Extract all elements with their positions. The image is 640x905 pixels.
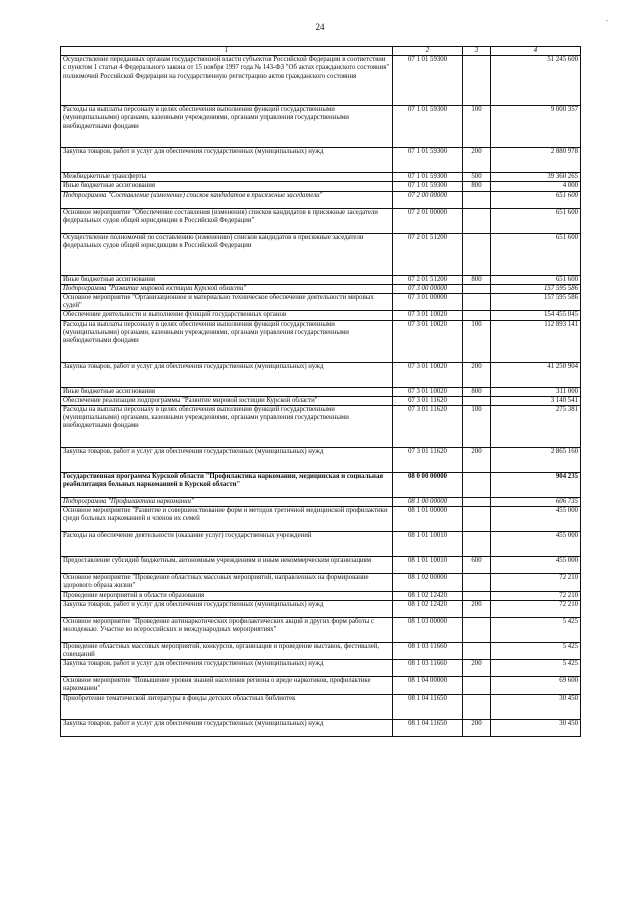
row-expense-type-cell — [463, 677, 491, 694]
table-row — [61, 182, 581, 191]
row-expense-type-cell — [463, 396, 491, 405]
row-name-cell: Расходы на выплаты персоналу в целях обеспечения выполнения функций государственными (муниципальными) органами, казенными учреждениями, органами управления государственными внебюджетными фондами — [61, 106, 393, 148]
table-body — [61, 56, 581, 736]
table-row — [61, 311, 581, 320]
row-name-cell: Основное мероприятие "Обеспечение составления (изменения) списков кандидатов в присяжные заседатели федеральных судов общей юрисдикции в Российской Федерации" — [61, 208, 393, 233]
row-sum-cell: 30 450 — [491, 694, 581, 719]
table-row — [61, 208, 581, 233]
table-row — [61, 498, 581, 507]
row-expense-type-cell — [463, 294, 491, 311]
row-sum-cell: 41 250 904 — [491, 362, 581, 387]
row-name-cell: Закупка товаров, работ и услуг для обеспечения государственных (муниципальных) нужд — [61, 660, 393, 677]
row-name-cell: Подпрограмма "Составление (изменение) списков кандидатов в присяжные заседатели" — [61, 191, 393, 208]
table-row — [61, 507, 581, 532]
header-col-3: 3 — [463, 47, 491, 56]
row-sum-cell: 606 735 — [491, 498, 581, 507]
row-expense-type-cell: 800 — [463, 387, 491, 396]
table-row — [61, 387, 581, 396]
row-name-cell: Приобретение тематической литературы в фонды детских областных библиотек — [61, 694, 393, 719]
row-expense-type-cell: 600 — [463, 557, 491, 574]
row-sum-cell: 5 425 — [491, 660, 581, 677]
row-sum-cell: 51 245 600 — [491, 56, 581, 106]
row-name-cell: Расходы на выплаты персоналу в целях обеспечения выполнения функций государственными (муниципальными) органами, казенными учреждениями, органами управления государственными внебюджетными фондами — [61, 406, 393, 448]
table-row — [61, 284, 581, 293]
row-sum-cell: 4 000 — [491, 182, 581, 191]
row-sum-cell: 3 140 541 — [491, 396, 581, 405]
row-name-cell: Проведение мероприятий в области образования — [61, 591, 393, 600]
row-name-cell: Основное мероприятие "Проведение областных массовых мероприятий, направленных на формирование здорового образа жизни" — [61, 574, 393, 591]
row-code-cell: 07 1 01 59300 — [393, 148, 463, 173]
table-row — [61, 362, 581, 387]
header-col-2: 2 — [393, 47, 463, 56]
row-name-cell: Иные бюджетные ассигнования — [61, 387, 393, 396]
table-row — [61, 148, 581, 173]
row-name-cell: Обеспечение деятельности и выполнение функций государственных органов — [61, 311, 393, 320]
row-expense-type-cell — [463, 591, 491, 600]
budget-table — [60, 46, 581, 737]
row-expense-type-cell — [463, 208, 491, 233]
row-name-cell: Закупка товаров, работ и услуг для обеспечения государственных (муниципальных) нужд — [61, 719, 393, 736]
row-sum-cell: 154 455 045 — [491, 311, 581, 320]
row-expense-type-cell — [463, 56, 491, 106]
row-name-cell: Подпрограмма "Профилактика наркомании" — [61, 498, 393, 507]
row-sum-cell: 72 210 — [491, 600, 581, 617]
row-name-cell: Осуществление переданных органам государственной власти субъектов Российской Федерации в соответствии с пунктом 1 статьи 4 Федерального закона от 15 ноября 1997 года № 143-ФЗ "Об актах гражданского состояния" полномочий Российской Федерации на государственную регистрацию актов гражданского состояния — [61, 56, 393, 106]
row-code-cell: 08 1 02 00000 — [393, 574, 463, 591]
row-expense-type-cell — [463, 642, 491, 659]
table-row — [61, 642, 581, 659]
row-name-cell: Расходы на обеспечение деятельности (оказание услуг) государственных учреждений — [61, 532, 393, 557]
row-sum-cell: 311 000 — [491, 387, 581, 396]
row-name-cell: Закупка товаров, работ и услуг для обеспечения государственных (муниципальных) нужд — [61, 148, 393, 173]
row-code-cell: 07 3 01 11620 — [393, 396, 463, 405]
row-sum-cell: 651 600 — [491, 208, 581, 233]
table-row — [61, 56, 581, 106]
page-number: 24 — [315, 22, 325, 32]
row-code-cell: 07 1 01 59300 — [393, 106, 463, 148]
row-name-cell: Иные бюджетные ассигнования — [61, 182, 393, 191]
row-expense-type-cell: 200 — [463, 148, 491, 173]
row-expense-type-cell: 100 — [463, 106, 491, 148]
row-code-cell: 07 3 01 10020 — [393, 362, 463, 387]
table-row — [61, 473, 581, 498]
row-name-cell: Закупка товаров, работ и услуг для обеспечения государственных (муниципальных) нужд — [61, 600, 393, 617]
row-code-cell: 07 2 01 51200 — [393, 233, 463, 275]
row-expense-type-cell — [463, 233, 491, 275]
table-header — [61, 47, 581, 56]
row-expense-type-cell: 200 — [463, 600, 491, 617]
row-code-cell: 07 3 01 10020 — [393, 387, 463, 396]
row-expense-type-cell — [463, 311, 491, 320]
row-expense-type-cell: 100 — [463, 320, 491, 362]
row-name-cell: Предоставление субсидий бюджетным, автономным учреждениям и иным некоммерческим организациям — [61, 557, 393, 574]
row-expense-type-cell — [463, 498, 491, 507]
row-expense-type-cell — [463, 473, 491, 498]
header-col-1: 1 — [61, 47, 393, 56]
row-name-cell: Расходы на выплаты персоналу в целях обеспечения выполнения функций государственными (муниципальными) органами, казенными учреждениями, органами управления государственными внебюджетными фондами — [61, 320, 393, 362]
row-sum-cell: 30 450 — [491, 719, 581, 736]
row-sum-cell: 39 360 265 — [491, 173, 581, 182]
row-code-cell: 08 1 01 10010 — [393, 557, 463, 574]
row-name-cell: Основное мероприятие "Организационное и материально техническое обеспечение деятельности мировых судей" — [61, 294, 393, 311]
row-code-cell: 08 1 00 00000 — [393, 498, 463, 507]
row-sum-cell: 69 600 — [491, 677, 581, 694]
row-name-cell: Основное мероприятие "Проведение антинаркотических профилактических акций и других форм работы с молодежью. Участие во всероссийских и международных мероприятиях" — [61, 617, 393, 642]
row-name-cell: Закупка товаров, работ и услуг для обеспечения государственных (муниципальных) нужд — [61, 448, 393, 473]
row-expense-type-cell: 100 — [463, 406, 491, 448]
row-code-cell: 07 2 00 00000 — [393, 191, 463, 208]
row-sum-cell: 455 000 — [491, 532, 581, 557]
row-code-cell: 07 2 01 51200 — [393, 275, 463, 284]
row-sum-cell: 157 595 586 — [491, 284, 581, 293]
row-code-cell: 07 3 01 10020 — [393, 320, 463, 362]
row-code-cell: 08 1 04 11650 — [393, 694, 463, 719]
row-code-cell: 07 3 01 11620 — [393, 406, 463, 448]
header-col-4: 4 — [491, 47, 581, 56]
table-row — [61, 173, 581, 182]
row-sum-cell: 275 381 — [491, 406, 581, 448]
row-code-cell: 08 1 03 11660 — [393, 642, 463, 659]
table-row — [61, 591, 581, 600]
table-row — [61, 574, 581, 591]
row-code-cell: 07 3 01 11620 — [393, 448, 463, 473]
table-row — [61, 660, 581, 677]
row-expense-type-cell — [463, 694, 491, 719]
row-expense-type-cell — [463, 284, 491, 293]
row-expense-type-cell: 200 — [463, 719, 491, 736]
row-code-cell: 08 1 03 00000 — [393, 617, 463, 642]
row-sum-cell: 455 000 — [491, 507, 581, 532]
row-name-cell: Межбюджетные трансферты — [61, 173, 393, 182]
table-row — [61, 294, 581, 311]
row-sum-cell: 112 893 141 — [491, 320, 581, 362]
table-row — [61, 191, 581, 208]
row-sum-cell: 72 210 — [491, 591, 581, 600]
row-sum-cell: 157 595 586 — [491, 294, 581, 311]
row-expense-type-cell — [463, 191, 491, 208]
row-name-cell: Закупка товаров, работ и услуг для обеспечения государственных (муниципальных) нужд — [61, 362, 393, 387]
table-row — [61, 406, 581, 448]
table-row — [61, 320, 581, 362]
row-sum-cell: 904 235 — [491, 473, 581, 498]
table-row — [61, 719, 581, 736]
row-code-cell: 07 1 01 59300 — [393, 182, 463, 191]
row-code-cell: 08 1 01 10010 — [393, 532, 463, 557]
row-code-cell: 07 1 01 59300 — [393, 173, 463, 182]
row-sum-cell: 455 000 — [491, 557, 581, 574]
row-name-cell: Проведение областных массовых мероприятий, конкурсов, организация и проведение выставок, фестивалей, совещаний — [61, 642, 393, 659]
row-name-cell: Подпрограмма "Развитие мировой юстиции Курской области" — [61, 284, 393, 293]
row-expense-type-cell — [463, 532, 491, 557]
row-expense-type-cell — [463, 574, 491, 591]
row-expense-type-cell: 200 — [463, 448, 491, 473]
row-sum-cell: 5 425 — [491, 617, 581, 642]
row-code-cell: 08 1 04 11650 — [393, 719, 463, 736]
row-sum-cell: 5 425 — [491, 642, 581, 659]
row-expense-type-cell: 500 — [463, 173, 491, 182]
table-row — [61, 617, 581, 642]
row-name-cell: Основное мероприятие "Развитие и совершенствование форм и методов третичной медицинской профилактики среди больных наркоманией и членов их семей — [61, 507, 393, 532]
table-row — [61, 233, 581, 275]
row-code-cell: 07 2 01 00000 — [393, 208, 463, 233]
row-sum-cell: 72 210 — [491, 574, 581, 591]
table-row — [61, 677, 581, 694]
row-code-cell: 08 1 02 12420 — [393, 600, 463, 617]
row-expense-type-cell — [463, 617, 491, 642]
row-code-cell: 07 1 01 59300 — [393, 56, 463, 106]
row-expense-type-cell: 800 — [463, 275, 491, 284]
row-expense-type-cell: 200 — [463, 660, 491, 677]
table-row — [61, 275, 581, 284]
row-code-cell: 08 1 01 00000 — [393, 507, 463, 532]
table-row — [61, 600, 581, 617]
row-name-cell: Основное мероприятие "Повышение уровня знаний населения региона о вреде наркотиков, профилактике наркомании" — [61, 677, 393, 694]
corner-mark: . — [606, 14, 608, 23]
row-sum-cell: 651 600 — [491, 275, 581, 284]
row-code-cell: 07 3 01 10020 — [393, 311, 463, 320]
row-expense-type-cell: 200 — [463, 362, 491, 387]
row-code-cell: 07 3 01 00000 — [393, 294, 463, 311]
row-sum-cell: 2 880 978 — [491, 148, 581, 173]
row-expense-type-cell: 800 — [463, 182, 491, 191]
row-sum-cell: 2 865 160 — [491, 448, 581, 473]
row-name-cell: Государственная программа Курской области "Профилактика наркомании, медицинская и социальная реабилитация больных наркоманией в Курской области" — [61, 473, 393, 498]
table-row — [61, 448, 581, 473]
table-row — [61, 106, 581, 148]
table-row — [61, 694, 581, 719]
row-sum-cell: 651 600 — [491, 191, 581, 208]
row-sum-cell: 651 600 — [491, 233, 581, 275]
row-sum-cell: 9 000 357 — [491, 106, 581, 148]
row-code-cell: 08 0 00 00000 — [393, 473, 463, 498]
row-expense-type-cell — [463, 507, 491, 532]
row-name-cell: Иные бюджетные ассигнования — [61, 275, 393, 284]
table-row — [61, 557, 581, 574]
row-code-cell: 08 1 04 00000 — [393, 677, 463, 694]
row-name-cell: Обеспечение реализации подпрограммы "Развитие мировой юстиции Курской области" — [61, 396, 393, 405]
row-name-cell: Осуществление полномочий по составлению (изменению) списков кандидатов в присяжные заседатели федеральных судов общей юрисдикции в Российской Федерации — [61, 233, 393, 275]
row-code-cell: 07 3 00 00000 — [393, 284, 463, 293]
table-row — [61, 532, 581, 557]
row-code-cell: 08 1 03 11660 — [393, 660, 463, 677]
table-row — [61, 396, 581, 405]
row-code-cell: 08 1 02 12420 — [393, 591, 463, 600]
